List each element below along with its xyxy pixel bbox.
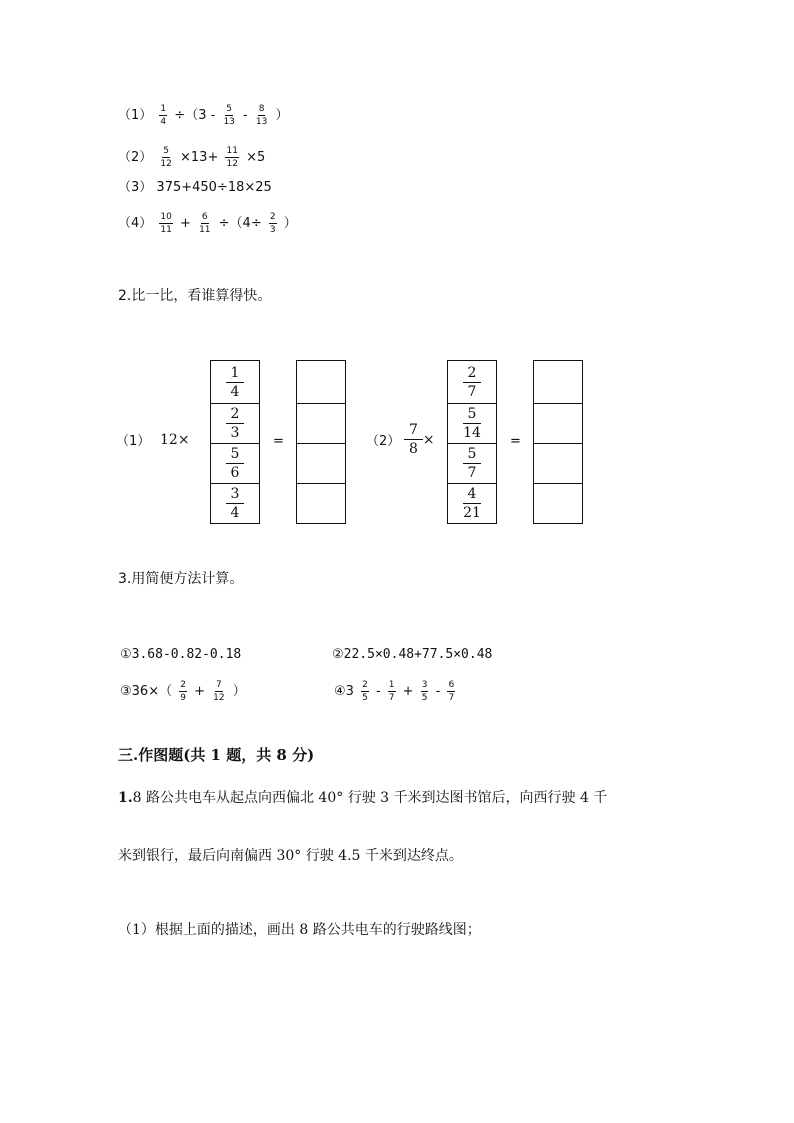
fraction: $\frac{5}{14}$: [463, 406, 481, 441]
fraction: $\frac{2}{7}$: [463, 365, 482, 400]
fraction-cell: [448, 483, 496, 523]
answer-box[interactable]: [534, 361, 582, 403]
problem-number: 1.: [118, 790, 133, 806]
q2-part1-fraction-column: [210, 360, 260, 524]
q1-item-3: [118, 180, 272, 196]
q2-part2-equals: =: [510, 434, 521, 449]
q2-part2-label: （2）: [366, 434, 401, 449]
fraction: $\frac{7}{12}$: [213, 680, 225, 703]
fraction-cell: [211, 443, 259, 483]
fraction: $\frac{6}{7}$: [448, 680, 455, 703]
expression: 375+450÷18×25: [156, 180, 272, 195]
fraction: $\frac{11}{12}$: [226, 146, 238, 169]
answer-box[interactable]: [534, 403, 582, 443]
q3-item-a: ①3.68-0.82-0.18: [120, 647, 242, 662]
answer-box[interactable]: [534, 443, 582, 483]
q2-part1-label: （1）: [116, 434, 151, 449]
fraction: $\frac{5}{6}$: [226, 446, 245, 481]
fraction-cell: [211, 403, 259, 443]
fraction: $\frac{7}{8}$: [404, 422, 423, 457]
sub-question-1: （1）根据上面的描述，画出 8 路公共电车的行驶路线图；: [118, 922, 481, 938]
fraction: $\frac{3}{5}$: [421, 680, 428, 703]
fraction: $\frac{1}{7}$: [388, 680, 395, 703]
fraction: $\frac{6}{11}$: [199, 212, 211, 235]
item-label: （1）: [118, 108, 153, 123]
answer-box[interactable]: [297, 403, 345, 443]
q2-part1-multiplier: 12×: [160, 432, 190, 448]
problem-1-line-1: 1.8 路公共电车从起点向西偏北 40° 行驶 3 千米到达图书馆后，向西行驶 4 千: [118, 790, 608, 806]
fraction: $\frac{2}{5}$: [362, 680, 368, 703]
answer-box[interactable]: [297, 361, 345, 403]
q3-title: 3.用简便方法计算。: [118, 571, 244, 587]
answer-box[interactable]: [534, 483, 582, 523]
fraction: $\frac{5}{13}$: [223, 104, 235, 127]
item-label: （2）: [118, 150, 153, 165]
q2-part1-answer-column: [296, 360, 346, 524]
item-label: （4）: [118, 216, 153, 231]
q3-item-c: ③36×（ $\frac{2}{9}$ + $\frac{7}{12}$ ）: [120, 680, 246, 703]
q2-part1-equals: =: [273, 434, 284, 449]
fraction-cell: [448, 443, 496, 483]
fraction: $\frac{1}{4}$: [226, 365, 245, 400]
fraction: $\frac{2}{3}$: [269, 212, 276, 235]
fraction-cell: [448, 361, 496, 403]
fraction: $\frac{5}{7}$: [463, 446, 482, 481]
q2-part2-fraction-column: [447, 360, 497, 524]
fraction: $\frac{3}{4}$: [226, 486, 245, 521]
q2-part2-answer-column: [533, 360, 583, 524]
q1-item-4: （4） $\frac{10}{11}$ + $\frac{6}{11}$ ÷（4÷ $\frac{2}{3}$ ）: [118, 212, 297, 235]
fraction: $\frac{8}{13}$: [255, 104, 268, 127]
fraction: $\frac{2}{3}$: [226, 406, 245, 441]
q2-part2-multiplier: [404, 422, 435, 457]
fraction: $\frac{1}{4}$: [160, 104, 167, 127]
q3-item-b: ②22.5×0.48+77.5×0.48: [332, 647, 493, 662]
fraction: $\frac{4}{21}$: [463, 486, 481, 521]
q2-title: 2.比一比，看谁算得快。: [118, 288, 272, 304]
q1-item-1: （1） $\frac{1}{4}$ ÷（3 - $\frac{5}{13}$ - $\frac{8}{13}$ ）: [118, 104, 289, 127]
fraction: $\frac{2}{9}$: [180, 680, 186, 703]
fraction-cell: [448, 403, 496, 443]
fraction: $\frac{5}{12}$: [160, 146, 172, 169]
section-heading: 三.作图题(共 1 题，共 8 分): [118, 746, 315, 764]
item-label: （3）: [118, 180, 153, 195]
q3-item-d: ④3 $\frac{2}{5}$ - $\frac{1}{7}$ + $\frac{3}{5}$ - $\frac{6}{7}$: [334, 680, 455, 703]
times-sign: ×: [422, 431, 435, 448]
answer-box[interactable]: [297, 483, 345, 523]
fraction: $\frac{10}{11}$: [160, 212, 172, 235]
fraction-cell: [211, 361, 259, 403]
problem-1-line-2: 米到银行，最后向南偏西 30° 行驶 4.5 千米到达终点。: [118, 848, 463, 864]
q1-item-2: （2） $\frac{5}{12}$ ×13+ $\frac{11}{12}$ ×5: [118, 146, 266, 169]
fraction-cell: [211, 483, 259, 523]
answer-box[interactable]: [297, 443, 345, 483]
